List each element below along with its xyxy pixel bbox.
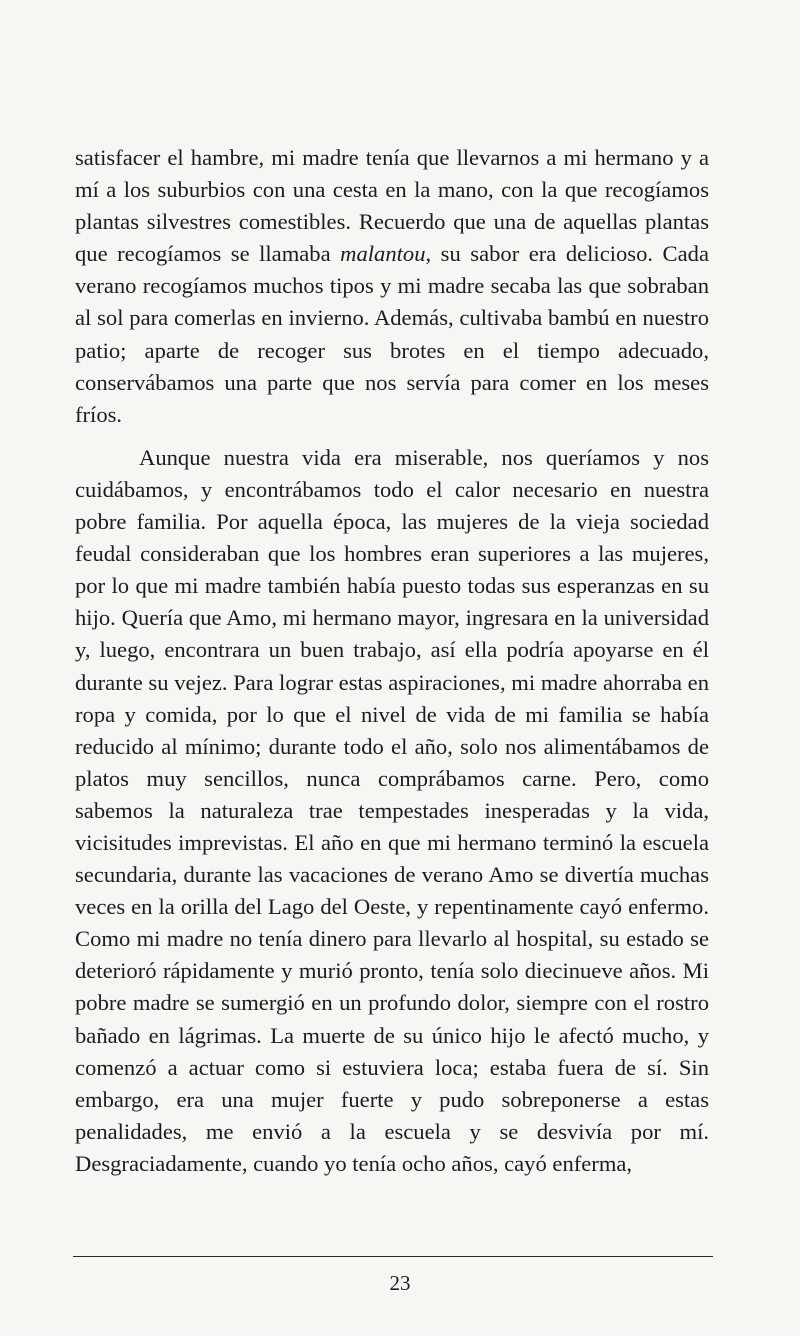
page-number: 23 — [389, 1271, 411, 1295]
paragraph-1-text-b: , su sabor era delicioso. Cada verano recogíamos muchos tipos y mi madre secaba las que sobraban al sol para comerlas en invierno. Además, cultivaba bambú en nuestro patio; aparte de recoger sus brotes en el tiempo adecuado, conservábamos una parte que nos servía para comer en los meses fríos. — [75, 241, 709, 427]
paragraph-1 — [75, 142, 709, 431]
paragraph-1-italic-term: malantou — [340, 241, 426, 267]
paragraph-2: Aunque nuestra vida era miserable, nos queríamos y nos cuidábamos, y encontrábamos todo el calor necesario en nuestra pobre familia. Por aquella época, las mujeres de la vieja sociedad feudal consideraban que los hombres eran superiores a las mujeres, por lo que mi madre también había puesto todas sus esperanzas en su hijo. Quería que Amo, mi hermano mayor, ingresara en la universidad y, luego, encontrara un buen trabajo, así ella podría apoyarse en él durante su vejez. Para lograr estas aspiraciones, mi madre ahorraba en ropa y comida, por lo que el nivel de vida de mi familia se había reducido al mínimo; durante todo el año, solo nos alimentábamos de platos muy sencillos, nunca comprábamos carne. Pero, como sabemos la naturaleza trae tempestades inesperadas y la vida, vicisitudes imprevistas. El año en que mi hermano terminó la escuela secundaria, durante las vacaciones de verano Amo se divertía muchas veces en la orilla del Lago del Oeste, y repentinamente cayó enfermo. Como mi madre no tenía dinero para llevarlo al hospital, su estado se deterioró rápidamente y murió pronto, tenía solo diecinueve años. Mi pobre madre se sumergió en un profundo dolor, siempre con el rostro bañado en lágrimas. La muerte de su único hijo le afectó mucho, y comenzó a actuar como si estuviera loca; estaba fuera de sí. Sin embargo, era una mujer fuerte y pudo sobreponerse a estas penalidades, me envió a la escuela y se desvivía por mí. Desgraciadamente, cuando yo tenía ocho años, cayó enferma, — [75, 444, 709, 1176]
body-text — [75, 142, 709, 1180]
paragraph-1-text-a: satisfacer el hambre, mi madre tenía que llevarnos a mi hermano y a mí a los suburbios con una cesta en la mano, con la que recogíamos plantas silvestres comestibles. Recuerdo que una de aquellas plantas que recogíamos se llamaba — [75, 145, 709, 267]
footer-divider — [73, 1256, 713, 1257]
